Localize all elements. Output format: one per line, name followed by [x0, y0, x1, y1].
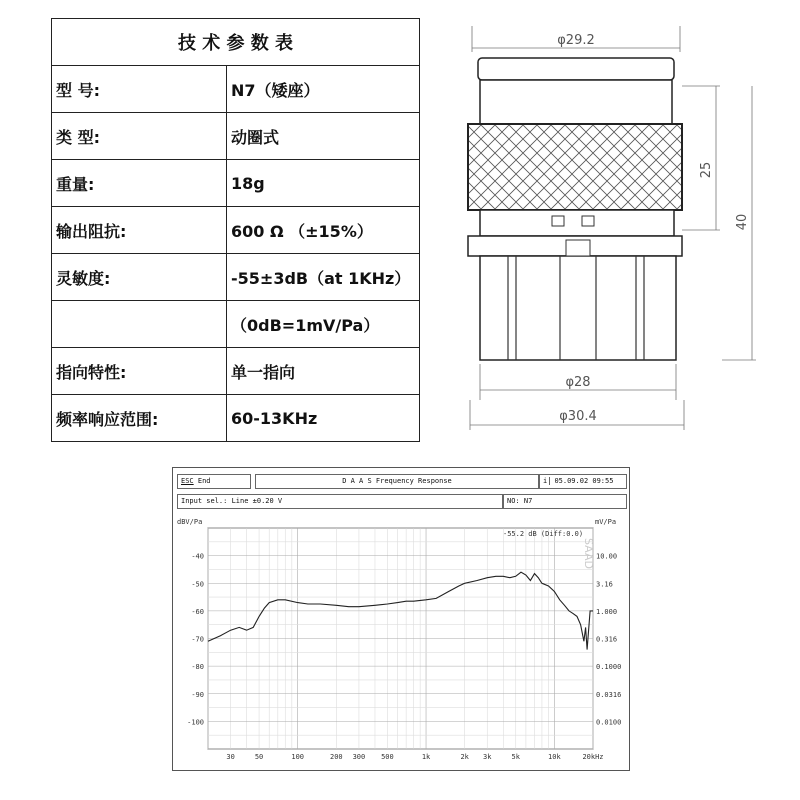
dim-28 [480, 364, 676, 400]
y-tick-label: -70 [191, 635, 204, 644]
table-row [52, 207, 420, 254]
y-tick-label: -50 [191, 580, 204, 589]
x-tick-label: 1k [421, 753, 431, 761]
table-row [52, 254, 420, 301]
y2-tick-label: 0.0100 [596, 718, 622, 727]
spec-key: 输出阻抗: [52, 207, 227, 254]
spec-table [51, 18, 420, 442]
x-tick-label: 2k [460, 753, 469, 761]
table-row [52, 348, 420, 395]
table-row [52, 66, 420, 113]
esc-key[interactable]: ESC [181, 477, 194, 485]
x-tick-label: 500 [381, 753, 394, 761]
capsule-knurl [468, 124, 682, 210]
frequency-response-window [172, 467, 630, 771]
no-label: NO: N7 [507, 497, 533, 505]
capsule-neck [480, 210, 674, 236]
dim-top [472, 26, 680, 52]
dim-304 [470, 400, 684, 430]
table-row [52, 113, 420, 160]
terminal-right [582, 216, 594, 226]
spec-key [52, 301, 227, 348]
y2-tick-label: 3.16 [596, 580, 613, 589]
table-row [52, 395, 420, 442]
y2-tick-label: 0.0316 [596, 690, 622, 699]
y-tick-label: -80 [191, 663, 204, 672]
y-tick-label: -100 [187, 718, 204, 727]
y-tick-label: -40 [191, 552, 204, 561]
spec-key: 灵敏度: [52, 254, 227, 301]
input-label: Input sel.: Line ±0.20 V [181, 497, 283, 505]
spec-value: N7（矮座） [227, 66, 420, 113]
spec-key: 重量: [52, 160, 227, 207]
spec-key: 类 型: [52, 113, 227, 160]
y-axis-label: dBV/Pa [177, 518, 203, 526]
spec-value: -55±3dB（at 1KHz） [227, 254, 420, 301]
dim-40 [722, 86, 756, 360]
dim-top-label: φ29.2 [557, 33, 595, 48]
frequency-response-chart [173, 468, 629, 770]
dim-40-label: 40 [735, 213, 750, 231]
dim-25 [682, 86, 720, 230]
spec-title-row [52, 19, 420, 66]
spec-value: 单一指向 [227, 348, 420, 395]
table-row [52, 301, 420, 348]
spec-value: 18g [227, 160, 420, 207]
spec-key: 频率响应范围: [52, 395, 227, 442]
x-tick-label: 3k [483, 753, 492, 761]
end-label: End [197, 477, 211, 485]
x-tick-label: 5k [511, 753, 520, 761]
window-title: D A A S Frequency Response [342, 477, 452, 485]
dim-304-label: φ30.4 [559, 409, 597, 424]
x-tick-label: 200 [330, 753, 343, 761]
x-tick-label: 100 [291, 753, 305, 761]
y-tick-label: -90 [191, 690, 204, 699]
dim-28-label: φ28 [565, 375, 591, 390]
watermark: SAAD [582, 538, 595, 570]
spec-key: 型 号: [52, 66, 227, 113]
y-tick-label: -60 [191, 607, 204, 616]
x-tick-label: 10k [548, 753, 561, 761]
spec-value: 600 Ω （±15%） [227, 207, 420, 254]
spec-title: 技 术 参 数 表 [52, 19, 420, 66]
x-tick-label: 300 [352, 753, 366, 761]
info-icon: i [543, 477, 550, 485]
capsule-base [480, 256, 676, 360]
marker-readout: -55.2 dB (Diff:0.0) [503, 530, 584, 538]
y2-tick-label: 0.1000 [596, 663, 622, 672]
spec-key: 指向特性: [52, 348, 227, 395]
terminal-left [552, 216, 564, 226]
dim-25-label: 25 [699, 161, 714, 179]
capsule-drawing [460, 20, 760, 440]
y2-tick-label: 10.00 [596, 552, 618, 561]
spec-value: （0dB=1mV/Pa） [227, 301, 420, 348]
x-tick-label: 20kHz [582, 753, 604, 761]
capsule-top-ring [480, 80, 672, 124]
y2-tick-label: 0.316 [596, 635, 618, 644]
spec-value: 动圈式 [227, 113, 420, 160]
spec-value: 60-13KHz [227, 395, 420, 442]
y2-tick-label: 1.000 [596, 607, 618, 616]
capsule-cap [478, 58, 674, 80]
y2-axis-label: mV/Pa [595, 518, 617, 526]
x-tick-label: 50 [254, 753, 264, 761]
date-label: 05.09.02 09:55 [554, 477, 614, 485]
x-tick-label: 30 [226, 753, 235, 761]
table-row [52, 160, 420, 207]
